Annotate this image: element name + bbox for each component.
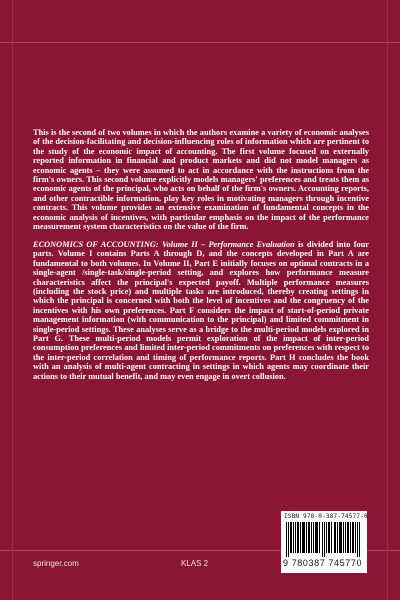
blurb-paragraph-2 xyxy=(33,240,369,381)
classification-code: KLAS 2 xyxy=(181,559,209,568)
barcode-icon xyxy=(286,522,362,557)
blurb-paragraph-2-text: is divided into four parts. Volume I contains Parts A through D, and the concepts developed in Part A are fundamental to both volumes. In Volume II, Part E initially focuses on optimal contracts in a single-agent /single-task/single-period setting, and explores how performance measure characteristics affect the principal's expected payoff. Multiple performance measures (including the stock price) and multiple tasks are introduced, thereby creating settings in which the principal is concerned with both the level of incentives and the congruency of the incentives with his own preferences. Part F considers the impact of start-of-period private management information (with communication to the principal) and limited commitment in single-period settings. These analyses serve as a bridge to the multi-period models explored in Part G. These multi-period models permit exploration of the impact of inter-period consumption preferences and limited inter-period commitments on preferences with respect to the inter-period correlation and timing of performance reports. Part H concludes the book with an analysis of multi-agent contracting in settings in which agents may coordinate their actions to their mutual benefit, and may even engage in overt collusion. xyxy=(33,239,370,381)
publisher-url: springer.com xyxy=(33,559,79,568)
right-rule xyxy=(387,0,388,600)
back-cover-blurb xyxy=(33,128,369,390)
top-rule xyxy=(0,42,400,43)
book-title-italic: ECONOMICS OF ACCOUNTING: Volume II – Performance Evaluation xyxy=(33,239,295,249)
barcode-number: 9 780387 745770 xyxy=(283,558,363,568)
isbn-label: ISBN 978-0-387-74577-0 xyxy=(284,513,368,520)
left-rule xyxy=(12,0,13,600)
blurb-paragraph-1: This is the second of two volumes in which the authors examine a variety of economic analyses of the decision-facilitating and decision-influencing roles of information which are pertinent to the study of the economic impact of accounting. The first volume focused on externally reported information in financial and product markets and did not model managers as economic agents – they were assumed to act in accordance with the instructions from the firm's owners. This second volume explicitly models managers' preferences and treats them as economic agents of the principal, who acts on behalf of the firm's owners. Accounting reports, and other contractible information, play key roles in motivating managers through incentive contracts. This volume provides an extensive examination of fundamental concepts in the economic analysis of incentives, with particular emphasis on the impact of the performance measurement system characteristics on the value of the firm. xyxy=(33,128,369,232)
isbn-barcode xyxy=(281,511,367,573)
